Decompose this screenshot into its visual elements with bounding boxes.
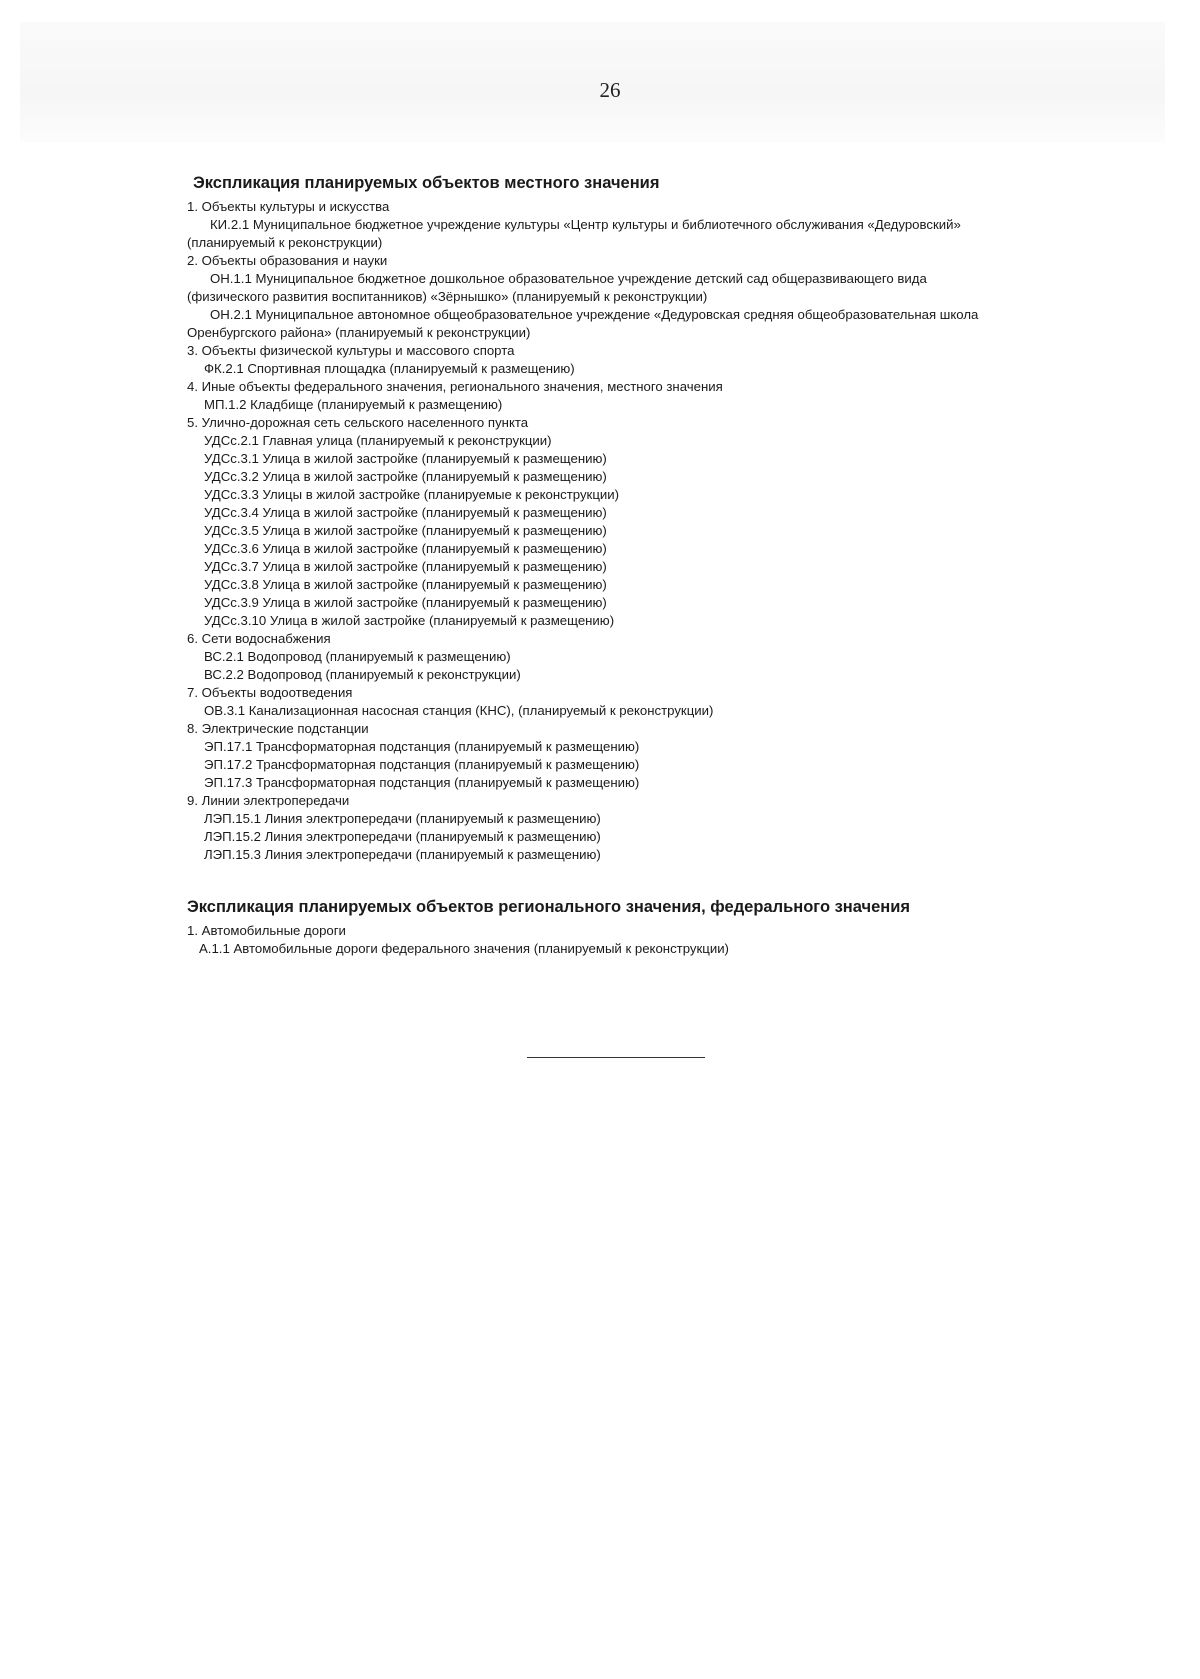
list-item: УДСс.2.1 Главная улица (планируемый к реконструкции): [204, 433, 552, 448]
group-street-network: [187, 414, 1007, 630]
group-substations: [187, 720, 1007, 792]
list-item: ФК.2.1 Спортивная площадка (планируемый к размещению): [204, 361, 575, 376]
group-title: 2. Объекты образования и науки: [187, 253, 388, 268]
group-roads: [187, 922, 1007, 958]
section-local-objects: [187, 172, 1007, 864]
list-item: УДСс.3.5 Улица в жилой застройке (планируемый к размещению): [204, 523, 607, 538]
list-item: ОН.1.1 Муниципальное бюджетное дошкольное образовательное учреждение детский сад общеразвивающего вида (физического развития воспитанников) «Зёрнышко» (планируемый к реконструкции): [187, 271, 927, 304]
list-item: УДСс.3.1 Улица в жилой застройке (планируемый к размещению): [204, 451, 607, 466]
group-list: [187, 922, 1007, 958]
list-item: УДСс.3.8 Улица в жилой застройке (планируемый к размещению): [204, 577, 607, 592]
list-item: УДСс.3.2 Улица в жилой застройке (планируемый к размещению): [204, 469, 607, 484]
group-title: 1. Объекты культуры и искусства: [187, 199, 390, 214]
list-item: УДСс.3.6 Улица в жилой застройке (планируемый к размещению): [204, 541, 607, 556]
end-rule-divider: [527, 1057, 705, 1058]
list-item: ЛЭП.15.2 Линия электропередачи (планируемый к размещению): [204, 829, 601, 844]
group-title: 4. Иные объекты федерального значения, регионального значения, местного значения: [187, 379, 723, 394]
section-regional-objects: [187, 896, 1007, 958]
group-title: 8. Электрические подстанции: [187, 721, 369, 736]
group-education: [187, 252, 1007, 342]
list-item: УДСс.3.10 Улица в жилой застройке (планируемый к размещению): [204, 613, 615, 628]
list-item: ОН.2.1 Муниципальное автономное общеобразовательное учреждение «Дедуровская средняя общеобразовательная школа Оренбургского района» (планируемый к реконструкции): [187, 307, 979, 340]
group-title: 5. Улично-дорожная сеть сельского населенного пункта: [187, 415, 529, 430]
list-item: УДСс.3.4 Улица в жилой застройке (планируемый к размещению): [204, 505, 607, 520]
group-power-lines: [187, 792, 1007, 864]
group-water-supply: [187, 630, 1007, 684]
list-item: ЛЭП.15.1 Линия электропередачи (планируемый к размещению): [204, 811, 601, 826]
group-title: 7. Объекты водоотведения: [187, 685, 353, 700]
group-culture: [187, 198, 1007, 252]
page-number: 26: [599, 78, 621, 102]
group-sewerage: [187, 684, 1007, 720]
list-item: КИ.2.1 Муниципальное бюджетное учреждение культуры «Центр культуры и библиотечного обслуживания «Дедуровский» (планируемый к реконструкции): [187, 217, 961, 250]
list-item: УДСс.3.3 Улицы в жилой застройке (планируемые к реконструкции): [204, 487, 619, 502]
list-item: ВС.2.1 Водопровод (планируемый к размещению): [204, 649, 511, 664]
group-title: 3. Объекты физической культуры и массового спорта: [187, 343, 515, 358]
list-item: ЛЭП.15.3 Линия электропередачи (планируемый к размещению): [204, 847, 601, 862]
list-item: ОВ.3.1 Канализационная насосная станция (КНС), (планируемый к реконструкции): [204, 703, 714, 718]
list-item: ЭП.17.1 Трансформаторная подстанция (планируемый к размещению): [204, 739, 640, 754]
list-item: ЭП.17.2 Трансформаторная подстанция (планируемый к размещению): [204, 757, 640, 772]
group-title: 1. Автомобильные дороги: [187, 923, 346, 938]
group-title: 9. Линии электропередачи: [187, 793, 350, 808]
list-item: МП.1.2 Кладбище (планируемый к размещению): [204, 397, 503, 412]
list-item: А.1.1 Автомобильные дороги федерального значения (планируемый к реконструкции): [199, 941, 729, 956]
list-item: УДСс.3.9 Улица в жилой застройке (планируемый к размещению): [204, 595, 607, 610]
group-sport: [187, 342, 1007, 378]
group-title: 6. Сети водоснабжения: [187, 631, 331, 646]
list-item: ВС.2.2 Водопровод (планируемый к реконструкции): [204, 667, 521, 682]
section-title: Экспликация планируемых объектов местного значения: [193, 174, 660, 192]
list-item: УДСс.3.7 Улица в жилой застройке (планируемый к размещению): [204, 559, 607, 574]
section-title: Экспликация планируемых объектов регионального значения, федерального значения: [187, 898, 911, 916]
group-other-objects: [187, 378, 1007, 414]
group-list: [187, 198, 1007, 864]
list-item: ЭП.17.3 Трансформаторная подстанция (планируемый к размещению): [204, 775, 640, 790]
